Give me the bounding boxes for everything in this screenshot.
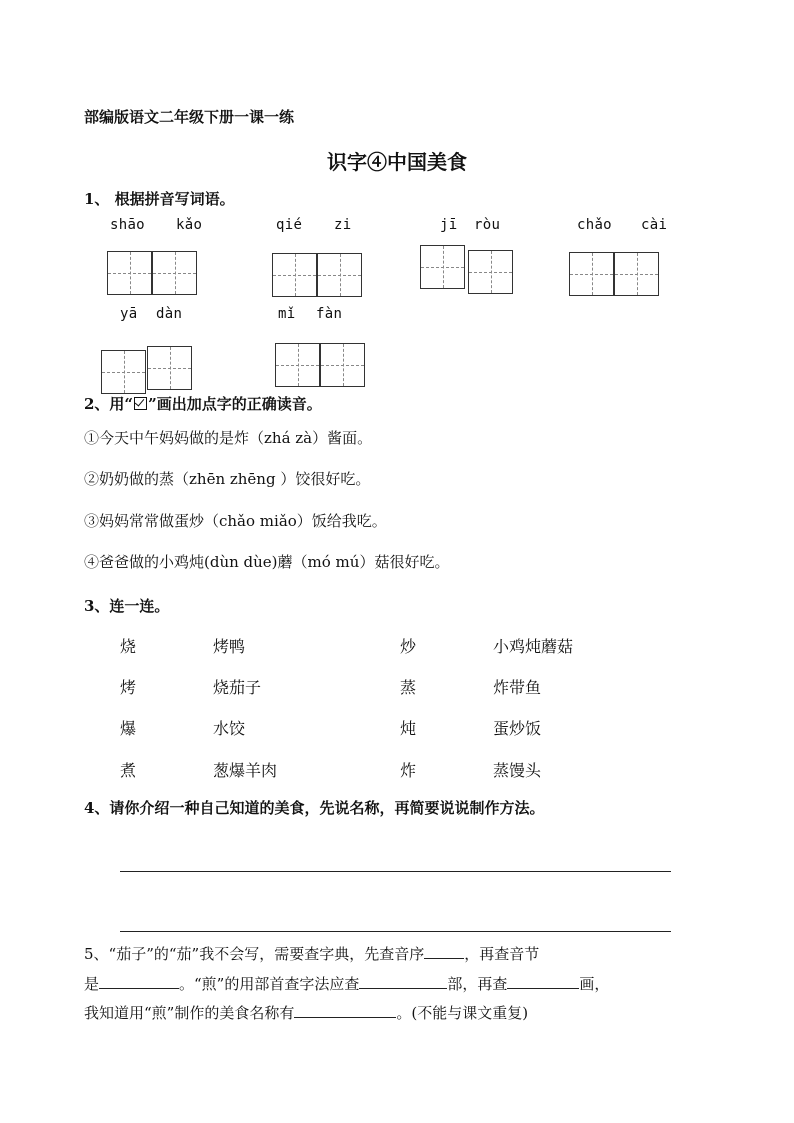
writing-grid-5b[interactable] [147,346,192,390]
question-2-3: ③妈妈常常做蛋炒（chǎo miǎo）饭给我吃。 [84,512,387,530]
match-right-verb-2[interactable]: 蒸 [400,678,417,697]
question-5-text-g: 我知道用“煎”制作的美食名称有 [84,1004,295,1022]
question-2-4: ④爸爸做的小鸡炖(dùn dùe)蘑（mó mú）菇很好吃。 [84,553,450,571]
question-5-text-f: 画， [579,975,610,993]
blank-yinjie[interactable] [99,987,179,989]
section1-heading: 1、 根据拼音写词语。 [84,190,235,208]
question-5-text-a: 5、“茄子”的“茄”我不会写，需要查字典，先查音序 [84,945,425,963]
pinyin-3b: ròu [474,217,501,233]
pinyin-6b: fàn [316,306,343,322]
writing-cell[interactable] [569,252,614,296]
match-right-dish-1[interactable]: 小鸡炖蘑菇 [493,637,574,656]
match-left-dish-4[interactable]: 葱爆羊肉 [213,761,278,780]
pinyin-1b: kǎo [176,217,203,233]
pinyin-4b: cài [641,217,668,233]
pinyin-3a: jī [440,217,458,233]
writing-grid-3b[interactable] [468,250,513,294]
writing-grid-1[interactable] [107,251,197,295]
pinyin-1a: shāo [110,217,145,233]
question-5-text-c: 是 [84,975,100,993]
writing-grid-3a[interactable] [420,245,465,289]
writing-cell[interactable] [317,253,362,297]
writing-grid-2[interactable] [272,253,362,297]
blank-bihua[interactable] [507,987,579,989]
match-left-dish-2[interactable]: 烧茄子 [213,678,262,697]
question-5-text-e: 部，再查 [447,975,508,993]
match-right-verb-3[interactable]: 炖 [400,719,417,738]
writing-cell[interactable] [152,251,197,295]
writing-cell[interactable] [101,350,146,394]
page-title: 识字④中国美食 [327,150,467,174]
worksheet-header: 部编版语文二年级下册一课一练 [84,108,295,126]
match-left-verb-3[interactable]: 爆 [120,719,137,738]
match-right-verb-1[interactable]: 炒 [400,637,417,656]
writing-cell[interactable] [420,245,465,289]
section2-heading [84,393,322,414]
match-left-verb-1[interactable]: 烧 [120,637,137,656]
question-5-text-h: 。(不能与课文重复) [396,1004,529,1022]
blank-bushou[interactable] [359,987,447,989]
answer-line-1[interactable] [120,871,671,872]
writing-cell[interactable] [468,250,513,294]
question-5-line-3 [84,1002,528,1023]
match-left-verb-2[interactable]: 烤 [120,678,137,697]
writing-cell[interactable] [320,343,365,387]
pinyin-2a: qié [276,217,303,233]
writing-grid-6[interactable] [275,343,365,387]
writing-cell[interactable] [614,252,659,296]
checkbox-icon [134,397,147,410]
question-5-text-d: 。“煎”的用部首查字法应查 [179,975,360,993]
pinyin-6a: mǐ [278,306,296,322]
match-right-verb-4[interactable]: 炸 [400,761,417,780]
blank-yinxu[interactable] [424,957,464,959]
question-5-line-2 [84,973,609,994]
match-left-verb-4[interactable]: 煮 [120,761,137,780]
writing-cell[interactable] [147,346,192,390]
match-left-dish-1[interactable]: 烤鸭 [213,637,246,656]
pinyin-4a: chǎo [577,217,612,233]
pinyin-5b: dàn [156,306,183,322]
match-right-dish-3[interactable]: 蛋炒饭 [493,719,542,738]
pinyin-2b: zi [334,217,352,233]
match-right-dish-2[interactable]: 炸带鱼 [493,678,542,697]
match-left-dish-3[interactable]: 水饺 [213,719,246,738]
writing-grid-4[interactable] [569,252,659,296]
section2-heading-post: ”画出加点字的正确读音。 [148,395,322,413]
pinyin-5a: yā [120,306,138,322]
answer-line-2[interactable] [120,931,671,932]
blank-food-name[interactable] [294,1016,396,1018]
section2-heading-pre: 2、用“ [84,395,134,413]
question-5-text-b: ，再查音节 [464,945,540,963]
question-2-2: ②奶奶做的蒸（zhēn zhēng ）饺很好吃。 [84,470,371,488]
writing-cell[interactable] [107,251,152,295]
question-5-line-1 [84,943,539,964]
section4-heading: 4、请你介绍一种自己知道的美食，先说名称，再简要说说制作方法。 [84,799,545,817]
writing-grid-5a[interactable] [101,350,146,394]
match-right-dish-4[interactable]: 蒸馒头 [493,761,542,780]
writing-cell[interactable] [272,253,317,297]
question-2-1: ①今天中午妈妈做的是炸（zhá zà）酱面。 [84,429,373,447]
writing-cell[interactable] [275,343,320,387]
section3-heading: 3、连一连。 [84,597,170,615]
